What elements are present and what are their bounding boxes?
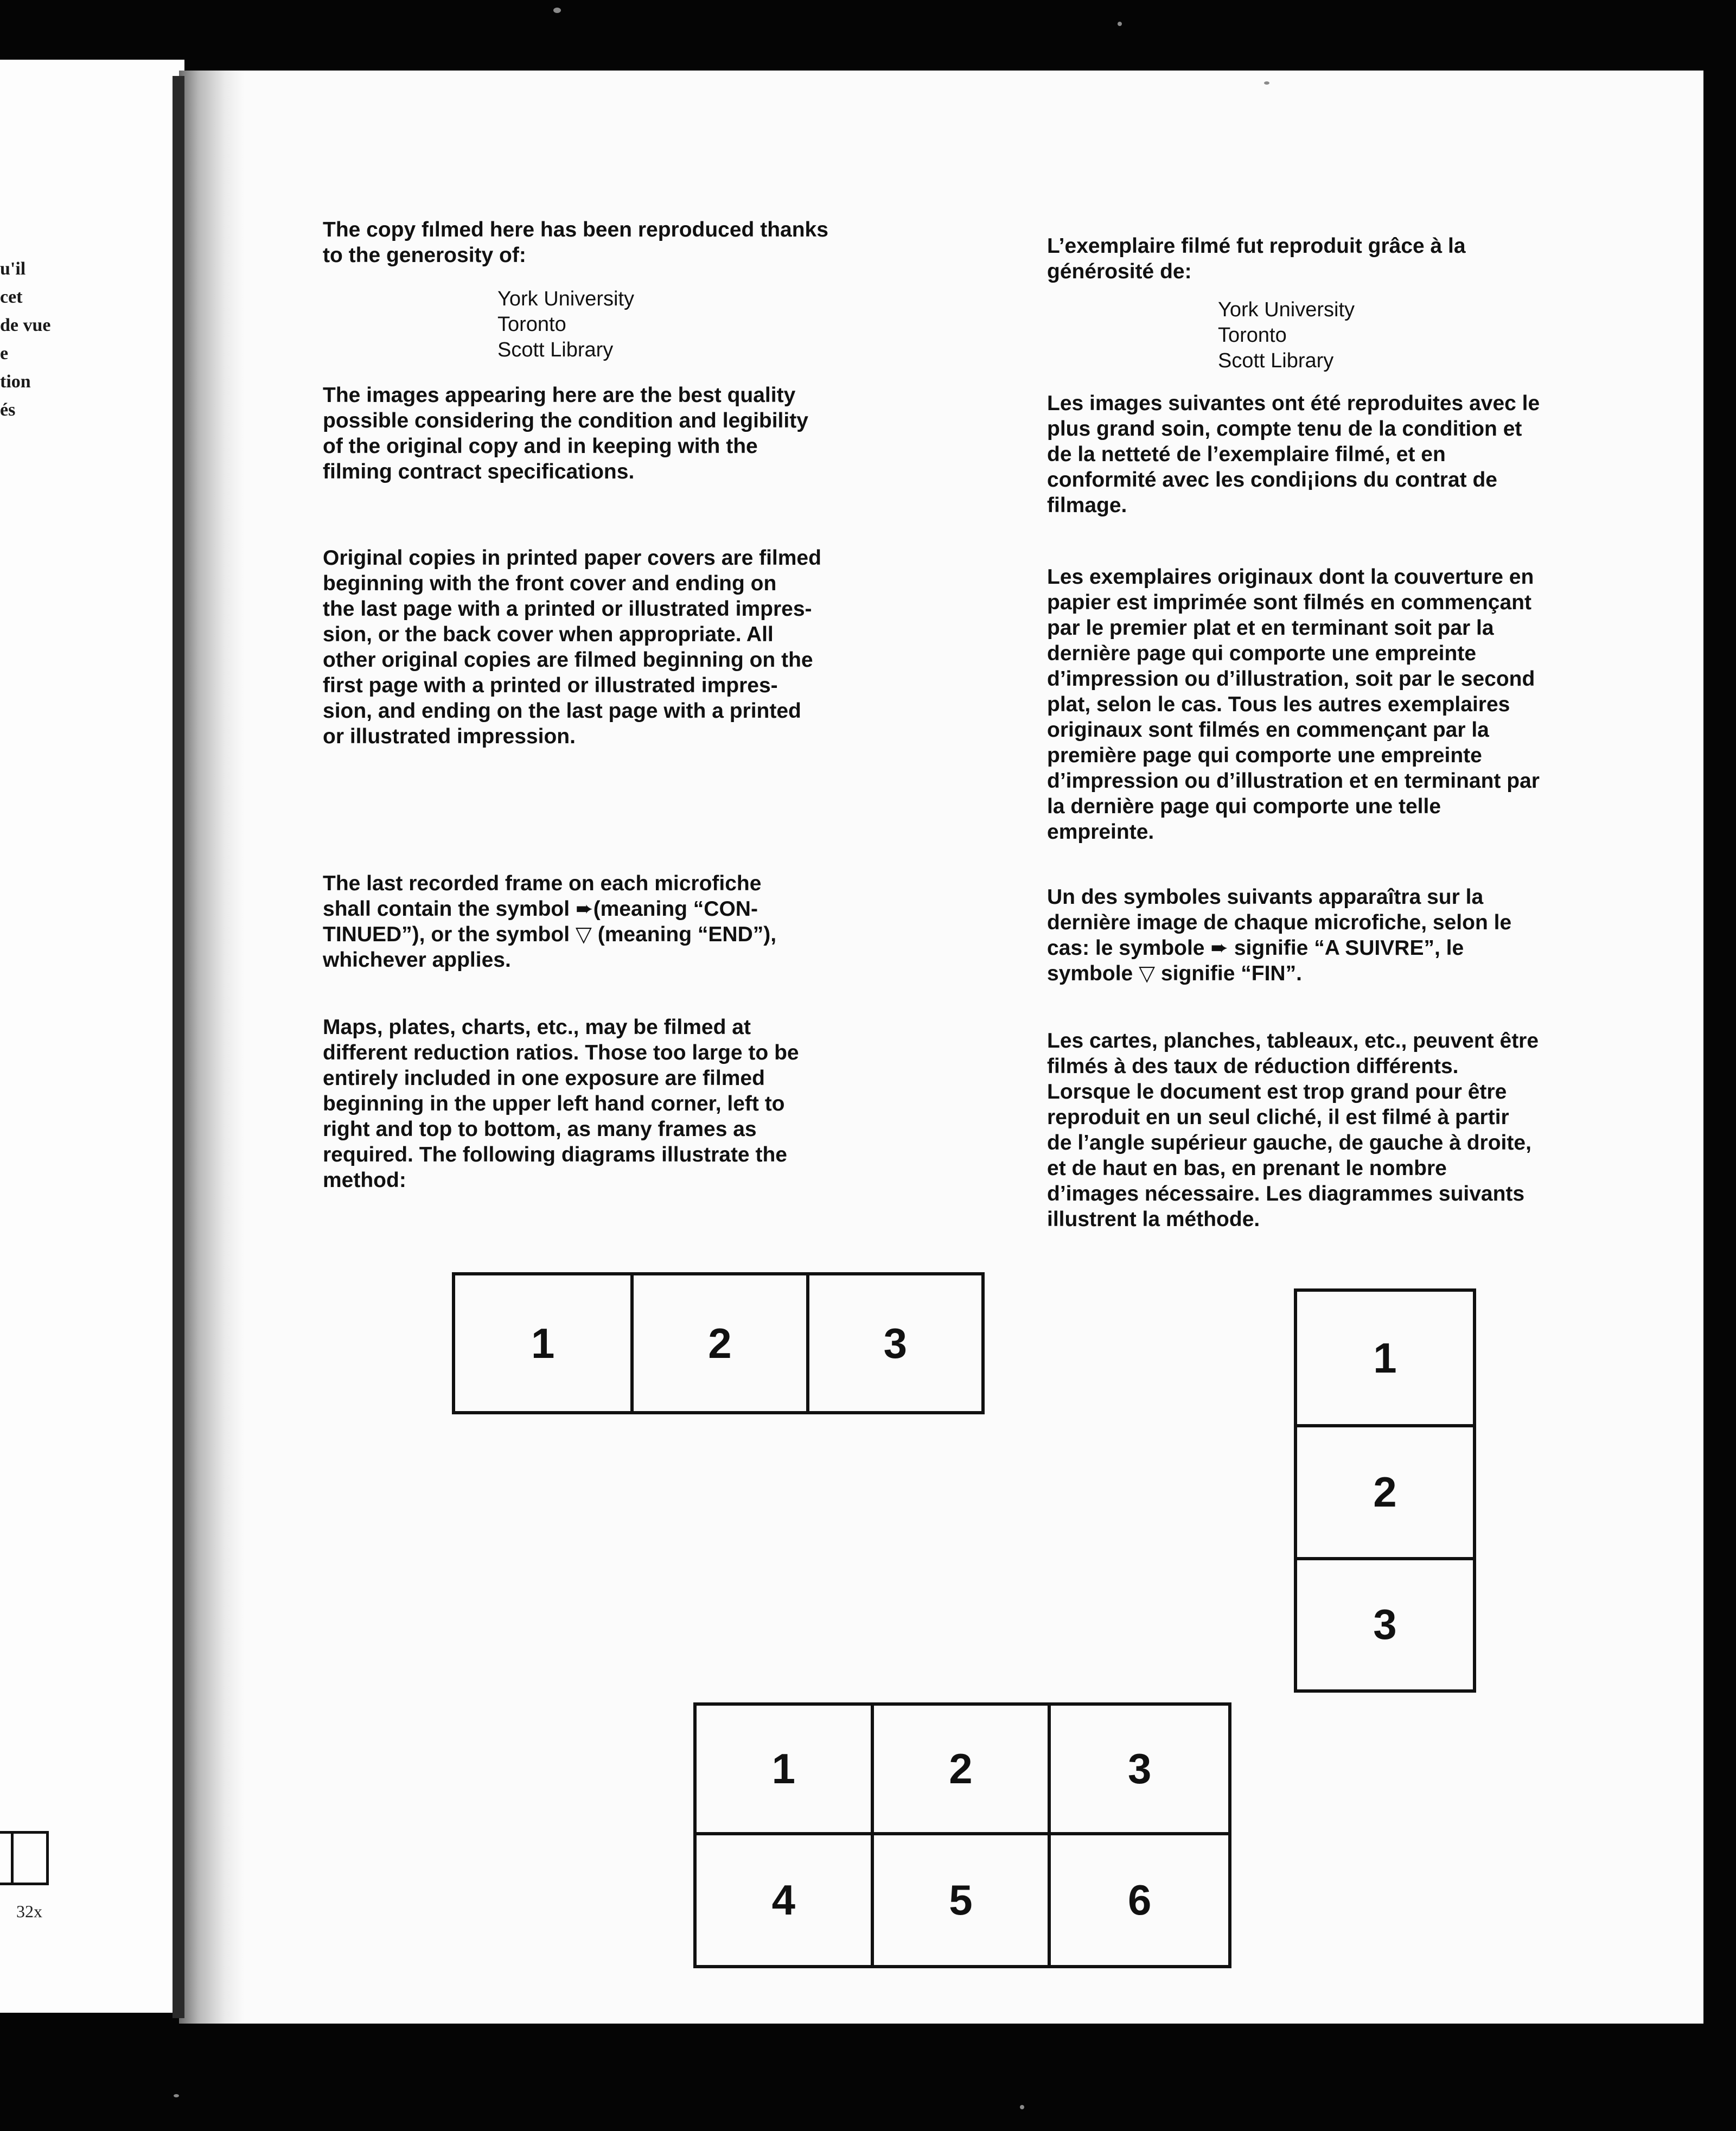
previous-page-box xyxy=(11,1831,49,1885)
en-symbols-line: The last recorded frame on each microfiche xyxy=(323,872,762,895)
fr-covers-line: d’impression ou d’illustration et en terminant par xyxy=(1047,769,1540,793)
dust-speck xyxy=(1118,22,1122,26)
fr-covers-line: par le premier plat et en terminant soit par la xyxy=(1047,616,1494,640)
en-maps-line: method: xyxy=(323,1169,406,1192)
frame-cell: 3 xyxy=(1051,1706,1228,1835)
en-intro-line: to the generosity of: xyxy=(323,244,526,267)
fr-intro-line: générosité de: xyxy=(1047,260,1192,283)
en-symbols-text: shall contain the symbol xyxy=(323,897,576,921)
fr-symbols-line xyxy=(1047,961,1302,986)
en-covers-line: beginning with the front cover and ending on xyxy=(323,572,777,595)
fr-covers-line: Les exemplaires originaux dont la couverture en xyxy=(1047,565,1534,589)
en-institution-line: Scott Library xyxy=(497,339,614,361)
en-covers-line: sion, and ending on the last page with a printed xyxy=(323,699,801,723)
fr-institution-line: Toronto xyxy=(1218,324,1287,347)
frame-cell: 2 xyxy=(1297,1424,1473,1556)
en-maps-line: required. The following diagrams illustrate the xyxy=(323,1143,787,1166)
en-symbols-line: whichever applies. xyxy=(323,948,511,972)
en-symbols-line xyxy=(323,922,776,947)
dust-speck xyxy=(1264,81,1269,85)
en-maps-line: different reduction ratios. Those too large to be xyxy=(323,1041,799,1064)
en-covers-line: or illustrated impression. xyxy=(323,725,576,748)
frame-cell: 2 xyxy=(630,1275,806,1411)
fr-maps-line: Les cartes, planches, tableaux, etc., peuvent être xyxy=(1047,1029,1539,1052)
grid-frame-diagram xyxy=(693,1702,1231,1968)
frame-cell: 3 xyxy=(1297,1557,1473,1689)
dust-speck xyxy=(174,2094,179,2097)
frame-cell: 3 xyxy=(806,1275,981,1411)
frame-cell: 4 xyxy=(697,1835,874,1965)
fr-maps-line: de l’angle supérieur gauche, de gauche à droite, xyxy=(1047,1131,1531,1154)
fr-institution-line: Scott Library xyxy=(1218,349,1334,372)
fr-intro-line: L’exemplaire filmé fut reproduit grâce à la xyxy=(1047,234,1466,258)
previous-page-fragment xyxy=(0,60,184,2013)
frame-cell: 2 xyxy=(874,1706,1051,1835)
fr-symbols-line: dernière image de chaque microfiche, selon le xyxy=(1047,911,1512,934)
en-maps-line: beginning in the upper left hand corner, left to xyxy=(323,1092,785,1115)
end-triangle-icon: ▽ xyxy=(1139,961,1156,986)
en-intro-line: The copy fılmed here has been reproduced thanks xyxy=(323,218,828,241)
fr-quality-line: filmage. xyxy=(1047,494,1127,517)
continued-arrow-icon: ➨ xyxy=(1210,936,1229,960)
en-quality-line: The images appearing here are the best quality xyxy=(323,384,796,407)
previous-page-line: e xyxy=(0,343,9,363)
fr-institution xyxy=(1218,297,1355,374)
en-quality-line: of the original copy and in keeping with the xyxy=(323,435,758,458)
en-institution-line: Toronto xyxy=(497,313,566,336)
en-symbols-text: (meaning “END”), xyxy=(591,923,777,946)
fr-quality-line: plus grand soin, compte tenu de la condition et xyxy=(1047,417,1522,441)
en-covers-line: Original copies in printed paper covers are filmed xyxy=(323,546,821,570)
dust-speck xyxy=(553,8,561,13)
previous-page-line: tion xyxy=(0,372,31,392)
fr-symbols-text: cas: le symbole xyxy=(1047,936,1211,960)
previous-page-line: de vue xyxy=(0,315,51,335)
en-quality-line: filming contract specifications. xyxy=(323,460,635,483)
en-institution xyxy=(497,286,634,363)
fr-symbols-line xyxy=(1047,935,1464,961)
fr-maps-line: d’images nécessaire. Les diagrammes suivants xyxy=(1047,1182,1525,1205)
frame-cell: 1 xyxy=(697,1706,874,1835)
en-institution-line: York University xyxy=(497,288,635,310)
fr-covers-line: originaux sont filmés en commençant par la xyxy=(1047,718,1489,742)
fr-maps-line: et de haut en bas, en prenant le nombre xyxy=(1047,1157,1447,1180)
previous-page-text xyxy=(0,255,51,424)
vertical-frame-diagram xyxy=(1294,1288,1476,1693)
fr-covers-line: première page qui comporte une empreinte xyxy=(1047,744,1482,767)
binding-shadow xyxy=(179,71,244,2024)
fr-quality-line: conformité avec les condi¡ions du contrat de xyxy=(1047,468,1497,492)
fr-symbols-text: symbole xyxy=(1047,962,1139,985)
previous-page-line: és xyxy=(0,400,16,420)
en-quality-line: possible considering the condition and legibility xyxy=(323,409,808,432)
en-covers-line: sion, or the back cover when appropriate. All xyxy=(323,623,774,646)
horizontal-frame-diagram xyxy=(452,1272,985,1414)
fr-maps-line: reproduit en un seul cliché, il est filmé à partir xyxy=(1047,1106,1509,1129)
en-symbols-text: (meaning “CON- xyxy=(593,897,758,921)
frame-cell: 5 xyxy=(874,1835,1051,1965)
frame-cell: 1 xyxy=(1373,1334,1397,1382)
fr-covers-line: plat, selon le cas. Tous les autres exemplaires xyxy=(1047,693,1510,716)
fr-symbols-line: Un des symboles suivants apparaîtra sur la xyxy=(1047,885,1484,909)
binding-edge xyxy=(173,76,184,2018)
previous-page-line: cet xyxy=(0,287,23,307)
fr-institution-line: York University xyxy=(1218,298,1355,321)
en-maps-line: entirely included in one exposure are filmed xyxy=(323,1067,765,1090)
fr-covers-line: papier est imprimée sont filmés en commençant xyxy=(1047,591,1531,614)
fr-maps-line: illustrent la méthode. xyxy=(1047,1208,1260,1231)
previous-page-caption: 32x xyxy=(16,1902,42,1921)
fr-maps-line: filmés à des taux de réduction différents. xyxy=(1047,1055,1459,1078)
frame-cell: 1 xyxy=(531,1319,555,1367)
en-symbols-line xyxy=(323,896,758,922)
end-triangle-icon: ▽ xyxy=(575,922,592,947)
fr-covers-line: la dernière page qui comporte une telle xyxy=(1047,795,1441,818)
fr-covers-line: empreinte. xyxy=(1047,820,1154,844)
en-covers-line: first page with a printed or illustrated impres- xyxy=(323,674,778,697)
previous-page-boxes xyxy=(0,1831,65,1885)
fr-symbols-text: signifie “A SUIVRE”, le xyxy=(1228,936,1464,960)
fr-covers-line: dernière page qui comporte une empreinte xyxy=(1047,642,1477,665)
en-maps-line: right and top to bottom, as many frames as xyxy=(323,1118,757,1141)
en-symbols-text: TINUED”), or the symbol xyxy=(323,923,576,946)
fr-maps-line: Lorsque le document est trop grand pour être xyxy=(1047,1080,1507,1103)
en-covers-line: other original copies are filmed beginning on the xyxy=(323,648,813,672)
fr-symbols-text: signifie “FIN”. xyxy=(1155,962,1302,985)
fr-quality-line: de la netteté de l’exemplaire filmé, et en xyxy=(1047,443,1446,466)
frame-cell: 6 xyxy=(1127,1876,1152,1924)
en-maps-line: Maps, plates, charts, etc., may be filmed at xyxy=(323,1016,751,1039)
previous-page-line: u'il xyxy=(0,259,26,279)
continued-arrow-icon: ➨ xyxy=(575,897,593,921)
dust-speck xyxy=(1020,2105,1024,2109)
fr-quality-line: Les images suivantes ont été reproduites avec le xyxy=(1047,392,1540,415)
en-covers-line: the last page with a printed or illustrated impres- xyxy=(323,597,812,621)
fr-covers-line: d’impression ou d’illustration, soit par le second xyxy=(1047,667,1535,691)
